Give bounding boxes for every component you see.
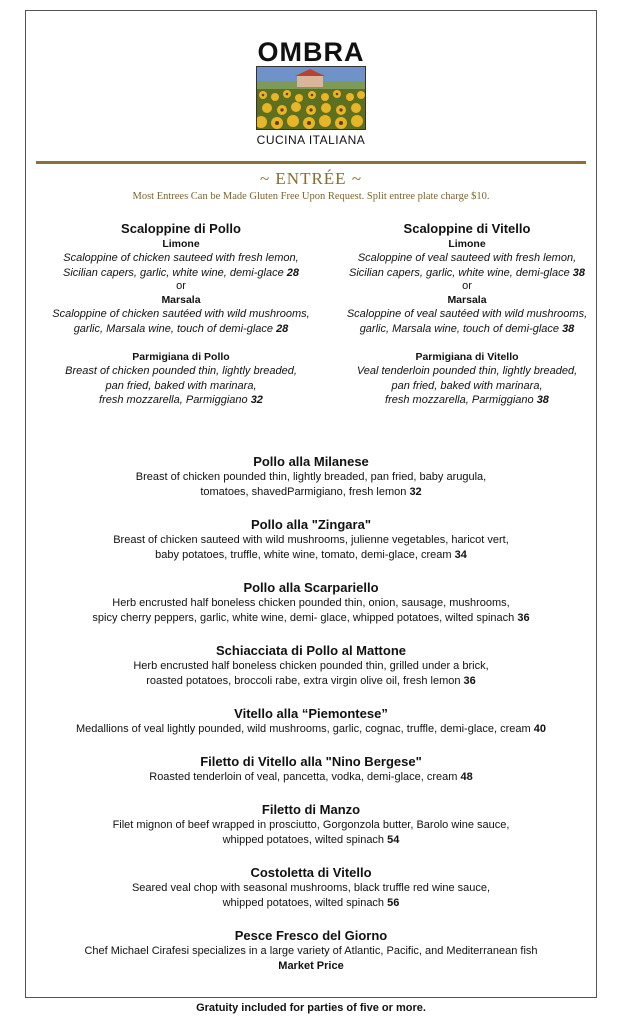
gratuity-note: Gratuity included for parties of five or more. [196,1002,426,1014]
item-title: Pollo alla "Zingara" [251,517,371,532]
brand-tagline: CUCINA ITALIANA [256,133,366,147]
price: 54 [387,834,400,846]
item-description: Roasted tenderloin of veal, pancetta, vodka, demi-glace, cream 48 [149,771,473,783]
menu-item [26,579,596,626]
price: 32 [409,486,422,498]
price: 48 [460,771,473,783]
menu-item [26,753,596,785]
option-description: Scaloppine of chicken sautéed with wild mushrooms, garlic, Marsala wine, touch of demi-glace 28 [52,308,310,335]
option-name: Limone [162,238,200,250]
price: 56 [387,897,400,909]
menu-item [26,864,596,911]
menu-frame [25,10,597,998]
item-description: Breast of chicken pounded thin, lightly breaded, pan fried, baby arugula, tomatoes, shavedParmigiano, fresh lemon 32 [135,471,487,498]
menu-item [26,705,596,737]
price: 38 [572,266,586,279]
option-name: Limone [448,238,486,250]
price: 38 [536,394,549,406]
option-name: Marsala [447,294,487,306]
parmigiana-block [322,350,612,408]
menu-item [26,642,596,689]
price: 28 [286,266,300,279]
item-title: Filetto di Vitello alla "Nino Bergese" [200,754,422,769]
item-title: Pesce Fresco del Giorno [234,928,388,943]
header-divider [36,161,586,164]
menu-item [26,801,596,848]
parmigiana-title: Parmigiana di Vitello [415,351,519,363]
item-title: Filetto di Manzo [261,802,361,817]
or-separator: or [176,280,186,292]
logo [26,39,596,147]
option-description: Scaloppine of veal sauteed with fresh lemon, Sicilian capers, garlic, white wine, demi-glace 38 [348,252,586,279]
scaloppine-vitello-column [322,221,612,408]
price: 28 [276,322,289,335]
menu-item [26,453,596,500]
parmigiana-description: Veal tenderloin pounded thin, lightly breaded, pan fried, baked with marinara, fresh mozzarella, Parmiggiano 38 [356,365,578,406]
price: 32 [250,394,263,406]
section-title: ~ ENTRÉE ~ [259,169,363,188]
scaloppine-pollo-column [36,221,326,408]
price: 34 [454,549,467,561]
price: 40 [533,723,546,735]
item-title: Vitello alla “Piemontese” [234,706,388,721]
option-description: Scaloppine of veal sautéed with wild mushrooms, garlic, Marsala wine, touch of demi-glace 38 [346,308,588,335]
option-name: Marsala [161,294,201,306]
entree-list [26,453,596,990]
dish-title: Scaloppine di Vitello [403,221,531,236]
menu-item [26,927,596,974]
item-title: Costoletta di Vitello [250,865,372,880]
item-title: Pollo alla Milanese [253,454,369,469]
item-description: Medallions of veal lightly pounded, wild mushrooms, garlic, cognac, truffle, demi-glace, cream 40 [76,723,546,735]
price: 36 [463,675,476,687]
option-description: Scaloppine of chicken sauteed with fresh lemon, Sicilian capers, garlic, white wine, demi-glace 28 [62,252,300,279]
item-description: Chef Michael Cirafesi specializes in a large variety of Atlantic, Pacific, and Mediterranean fish Market Price [26,944,596,974]
market-price: Market Price [278,960,344,972]
parmigiana-block [36,350,326,408]
parmigiana-title: Parmigiana di Pollo [132,351,230,363]
item-title: Pollo alla Scarpariello [243,580,379,595]
parmigiana-description: Breast of chicken pounded thin, lightly breaded, pan fried, baked with marinara, fresh mozzarella, Parmiggiano 32 [65,365,297,406]
section-note: Most Entrees Can be Made Gluten Free Upon Request. Split entree plate charge $10. [132,191,490,202]
dish-title: Scaloppine di Pollo [121,221,241,236]
price: 38 [562,322,575,335]
price: 36 [517,612,530,624]
sunflower-painting-image [256,66,366,130]
item-title: Schiacciata di Pollo al Mattone [216,643,406,658]
item-description: Herb encrusted half boneless chicken pounded thin, onion, sausage, mushrooms, spicy cherry peppers, garlic, white wine, demi- glace, whipped potatoes, wilted spinach 36 [92,597,530,624]
item-description: Herb encrusted half boneless chicken pounded thin, grilled under a brick, roasted potatoes, broccoli rabe, extra virgin olive oil, fresh lemon 36 [133,660,489,687]
item-description: Filet mignon of beef wrapped in prosciutto, Gorgonzola butter, Barolo wine sauce, whipped potatoes, wilted spinach 54 [112,819,510,846]
brand-name: OMBRA [257,37,365,67]
or-separator: or [462,280,472,292]
item-description: Breast of chicken sauteed with wild mushrooms, julienne vegetables, haricot vert, baby potatoes, truffle, white wine, tomato, demi-glace, cream 34 [113,534,509,561]
item-description: Seared veal chop with seasonal mushrooms, black truffle red wine sauce, whipped potatoes, wilted spinach 56 [131,882,491,909]
menu-item [26,516,596,563]
